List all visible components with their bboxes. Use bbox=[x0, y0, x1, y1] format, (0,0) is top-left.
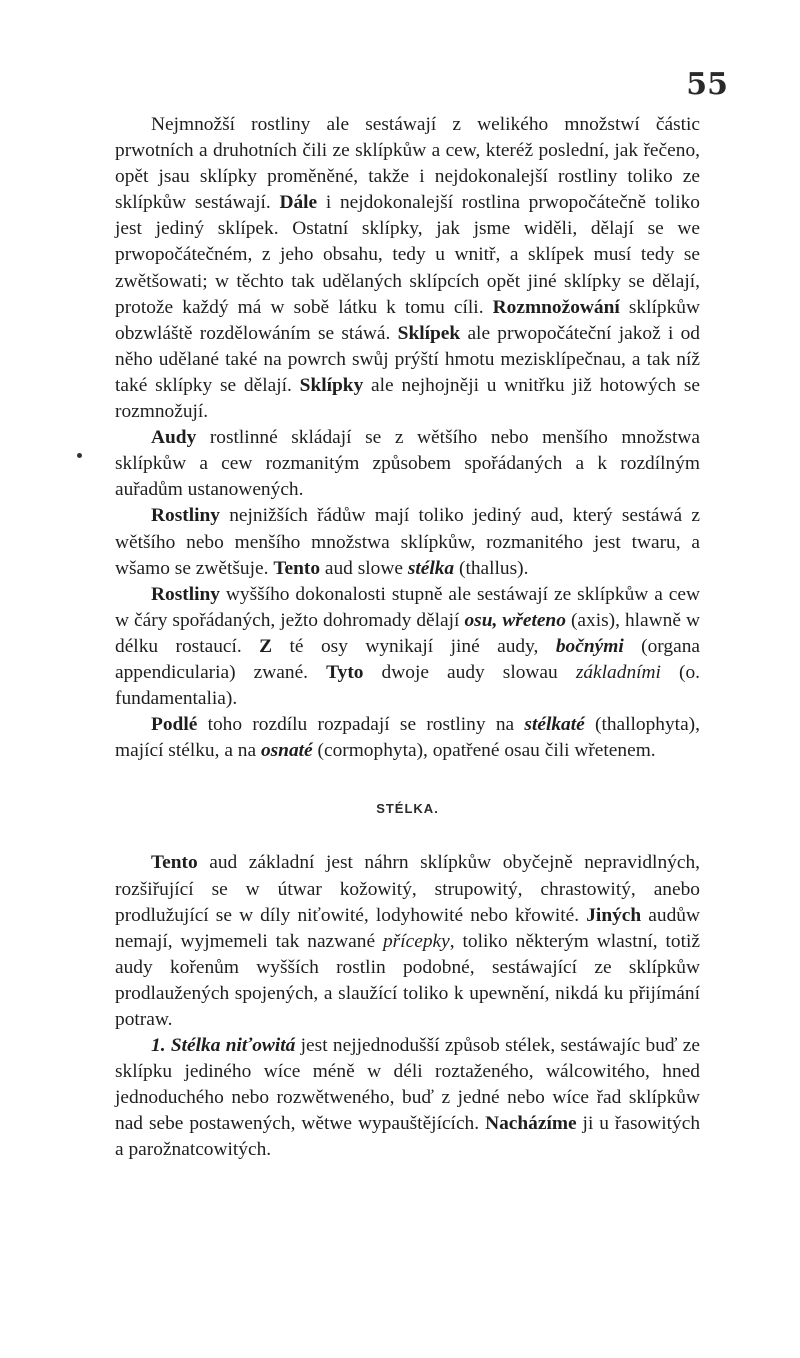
paragraph-6: Tento aud základní jest náhrn sklípkůw obyčejně nepravidlných, rozšiřující se w útwar kožowitý, strupowitý, chrastowitý, anebo prodlužující se w díly niťowité, lodyhowité nebo křowité. Jiných audůw nemají, wyjmemeli tak nazwané přícepky, toliko některým wlastní, totiž audy kořenům wyšších rostlin podobné, sestáwající ze sklípkůw prodlaužených spojených, a slaužící toliko k upewnění, nikdá ku přijímání potraw. bbox=[115, 852, 700, 1030]
paragraph-2: Audy rostlinné skládají se z wětšího nebo menšího množstwa sklípkůw a cew rozmanitým způsobem spořádaných a k rozdílným auřadům ustanowených. bbox=[115, 427, 700, 501]
paragraph-3: Rostliny nejnižších řádůw mají toliko jediný aud, který sestáwá z wětšího nebo menšího množstwa sklípkůw, rozmanitého jest twaru, a wšamo se zwětšuje. Tento aud slowe stélka (thallus). bbox=[115, 505, 700, 579]
section-heading: STÉLKA. bbox=[376, 801, 439, 817]
paragraph-7: 1. Stélka niťowitá jest nejjednodušší způsob stélek, sestáwajíc buď ze sklípku jediného wíce méně w déli roztaženého, wálcowitého, hned jednoduchého nebo rozwětweného, buď z jedné nebo wíce řad sklípkůw nad sebe postawených, wětwe wypauštějících. Nacházíme ji u řasowitých a parožnatcowitých. bbox=[115, 1035, 701, 1161]
body-text bbox=[115, 112, 700, 1164]
page-number: 55 bbox=[686, 67, 728, 102]
paragraph-5: Podlé toho rozdílu rozpadají se rostliny na stélkaté (thallophyta), mající stélku, a na osnaté (cormophyta), opatřené osau čili wřetenem. bbox=[115, 714, 700, 762]
paragraph-4: Rostliny wyššího dokonalosti stupně ale sestáwají ze sklípkůw a cew w čáry spořádaných, ježto dohromady dělají osu, wřeteno (axis), hlawně w délku rostaucí. Z té osy wynikají jiné audy, bočnými (organa appendicularia) zwané. Tyto dwoje audy slowau základními (o. fundamentalia). bbox=[115, 583, 701, 710]
margin-dot bbox=[77, 453, 82, 458]
paragraph-1: Nejmnožší rostliny ale sestáwají z welikého množstwí částic prwotních a druhotních čili ze sklípkůw a cew, kteréž poslední, jak řečeno, opět jsau sklípky proměněné, takže i nejdokonalejší rostliny toliko ze sklípkůw sestáwají. Dále i nejdokonalejší rostlina prwopočátečně toliko jest jediný sklípek. Ostatní sklípky, jak jsme widěli, dělají se we prwopočátečném, z jeho obsahu, tedy u wnitř, a sklípek musí tedy se zwětšowati; w těchto tak udělaných sklípcích opět jiné sklípky se dělají, protože každý má w sobě látku k tomu cíli. Rozmnožowání sklípkůw obzwláště rozdělowáním se stáwá. Sklípek ale prwopočáteční jakož i od něho udělané také na powrch swůj prýští hmotu mezisklípečnau, a tak níž také sklípky se dělají. Sklípky ale nejhojněji u wnitřku již hotowých se rozmnožují. bbox=[115, 114, 700, 423]
